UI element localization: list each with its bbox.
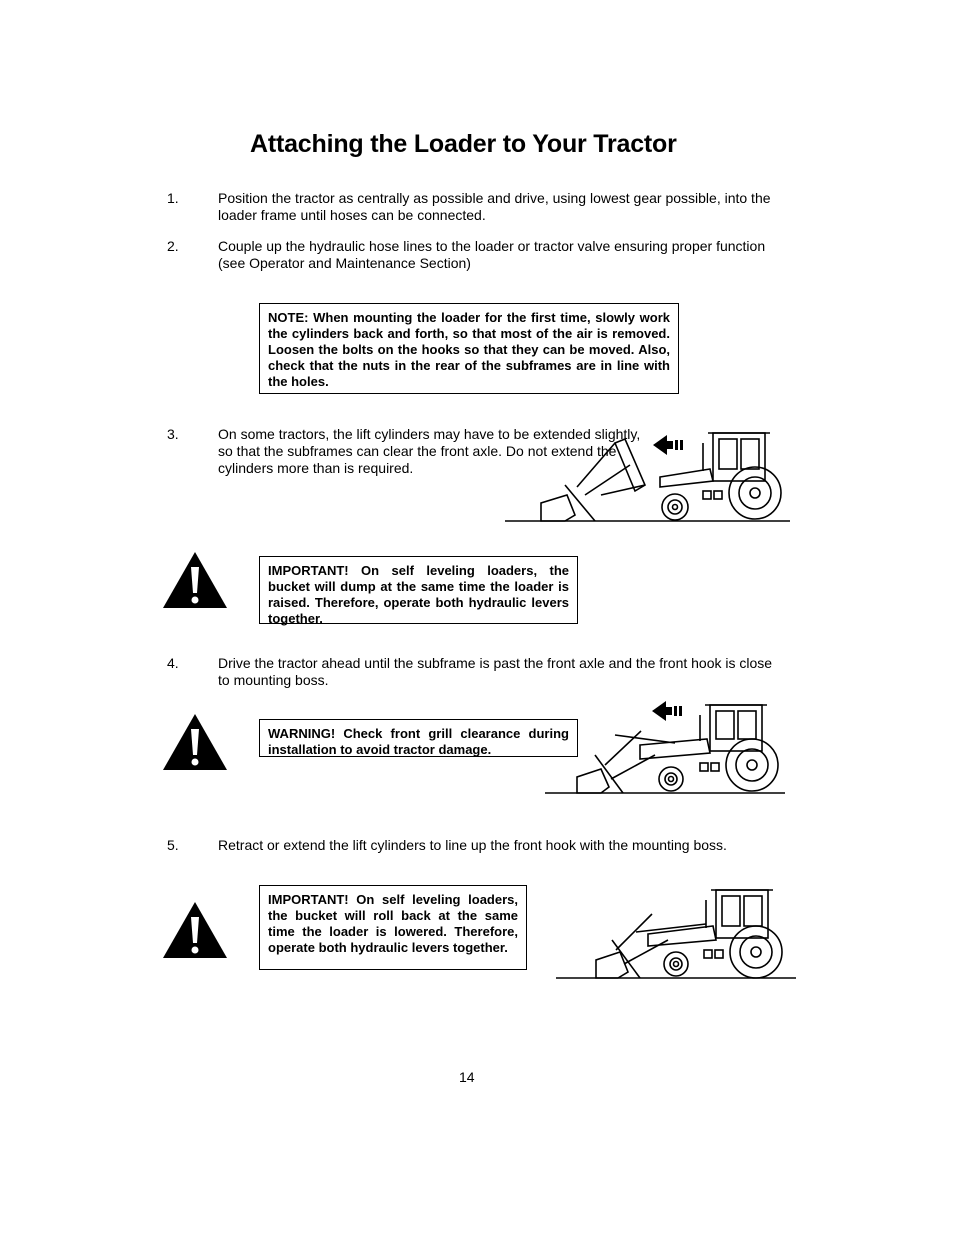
step-3-text: On some tractors, the lift cylinders may have to be extended slightly, so that the subframes can clear the front axle. Do not extend the cylinders more than is required. bbox=[218, 426, 641, 476]
step-1-number: 1. bbox=[167, 190, 179, 206]
warning-triangle-icon bbox=[162, 901, 228, 959]
left-arrow-icon bbox=[652, 701, 682, 721]
step-2-text: Couple up the hydraulic hose lines to the loader or tractor valve ensuring proper function (see Operator and Maintenance Section) bbox=[218, 238, 766, 271]
step-2-number: 2. bbox=[167, 238, 179, 254]
tractor-loader-illustration bbox=[556, 884, 798, 982]
warning-triangle-icon bbox=[162, 713, 228, 771]
page-title: Attaching the Loader to Your Tractor bbox=[250, 130, 677, 158]
left-arrow-icon bbox=[653, 435, 683, 455]
step-5-text: Retract or extend the lift cylinders to line up the front hook with the mounting boss. bbox=[218, 837, 727, 853]
step-4-text: Drive the tractor ahead until the subframe is past the front axle and the front hook is close to mounting boss. bbox=[218, 655, 773, 688]
step-1-text: Position the tractor as centrally as possible and drive, using lowest gear possible, into the loader frame until hoses can be connected. bbox=[218, 190, 771, 223]
warning-box: WARNING! Check front grill clearance during installation to avoid tractor damage. bbox=[259, 719, 578, 757]
tractor-loader-illustration bbox=[545, 695, 790, 797]
important-box-2: IMPORTANT! On self leveling loaders, the bucket will roll back at the same time the loader is lowered. Therefore, operate both hydraulic levers together. bbox=[259, 885, 527, 970]
step-5-number: 5. bbox=[167, 837, 179, 853]
page-number: 14 bbox=[459, 1069, 475, 1085]
note-box: NOTE: When mounting the loader for the first time, slowly work the cylinders back and forth, so that most of the air is removed. Loosen the bolts on the hooks so that they can be moved. Also, check that the nuts in the rear of the subframes are in line with the holes. bbox=[259, 303, 679, 394]
important-box-1: IMPORTANT! On self leveling loaders, the bucket will dump at the same time the loader is raised. Therefore, operate both hydraulic levers together. bbox=[259, 556, 578, 624]
tractor-loader-illustration bbox=[505, 425, 795, 525]
step-3-number: 3. bbox=[167, 426, 179, 442]
warning-triangle-icon bbox=[162, 551, 228, 609]
step-4-number: 4. bbox=[167, 655, 179, 671]
